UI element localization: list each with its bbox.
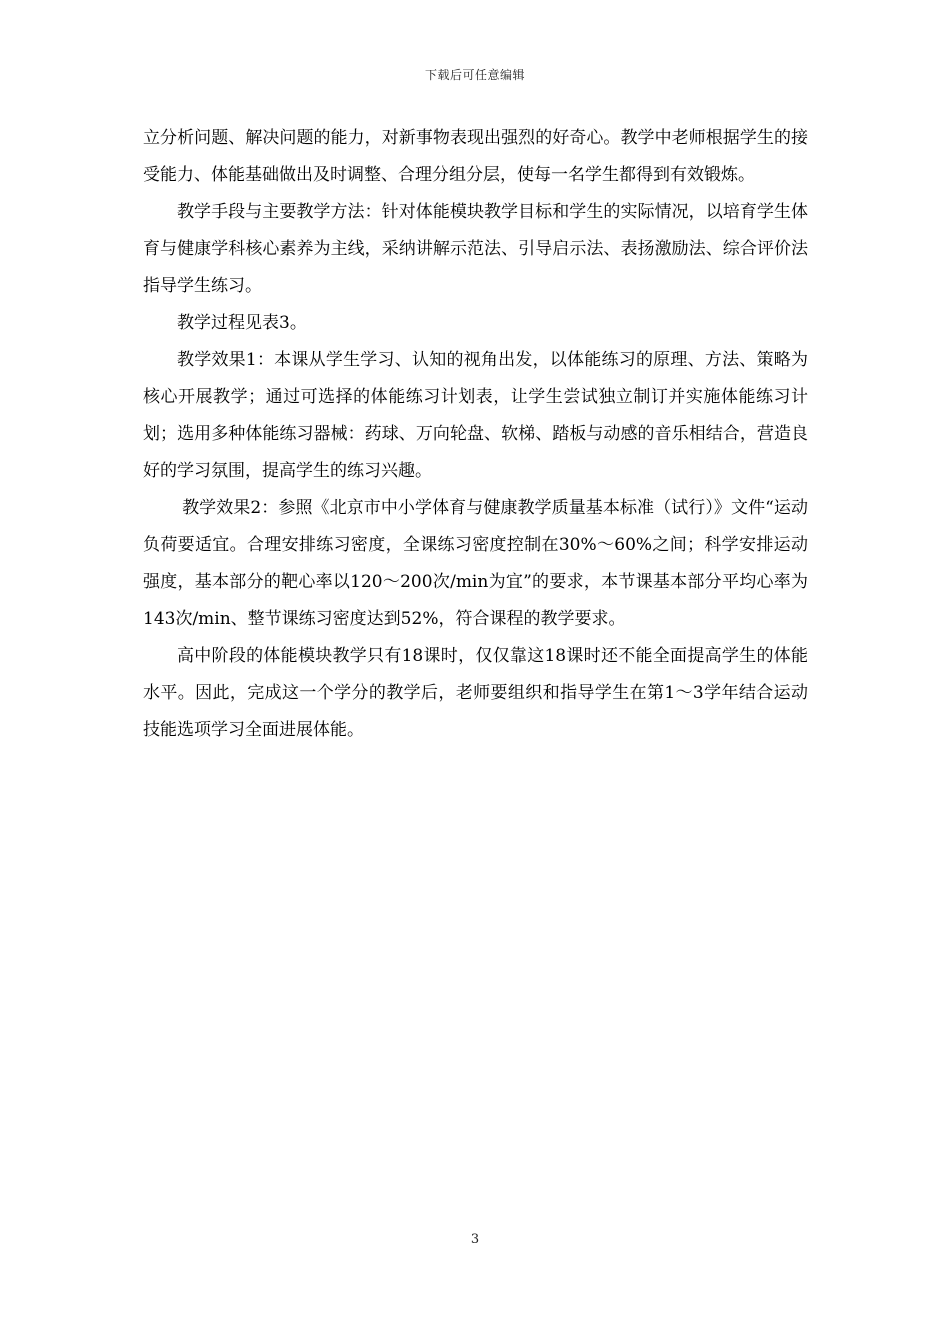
paragraph-teaching-effect-2: 教学效果2：参照《北京市中小学体育与健康教学质量基本标准（试行）》文件“运动负荷要适宜。合理安排练习密度，全课练习密度控制在30%～60%之间；科学安排运动强度，基本部分的靶心率以120～200次/min为宜”的要求，本节课基本部分平均心率为143次/min、整节课练习密度达到52%，符合课程的教学要求。 (143, 498, 808, 629)
paragraph-continuation: 立分析问题、解决问题的能力，对新事物表现出强烈的好奇心。教学中老师根据学生的接受能力、体能基础做出及时调整、合理分组分层，使每一名学生都得到有效锻炼。 (143, 128, 808, 185)
paragraph-teaching-effect-1: 教学效果1：本课从学生学习、认知的视角出发，以体能练习的原理、方法、策略为核心开展教学；通过可选择的体能练习计划表，让学生尝试独立制订并实施体能练习计划；选用多种体能练习器械：药球、万向轮盘、软梯、踏板与动感的音乐相结合，营造良好的学习氛围，提高学生的练习兴趣。 (143, 350, 808, 481)
paragraph-conclusion: 高中阶段的体能模块教学只有18课时，仅仅靠这18课时还不能全面提高学生的体能水平。因此，完成这一个学分的教学后，老师要组织和指导学生在第1～3学年结合运动技能选项学习全面进展体能。 (143, 646, 808, 740)
paragraph-teaching-methods: 教学手段与主要教学方法：针对体能模块教学目标和学生的实际情况，以培育学生体育与健康学科核心素养为主线，采纳讲解示范法、引导启示法、表扬激励法、综合评价法指导学生练习。 (143, 202, 808, 296)
paragraph-teaching-process: 教学过程见表3。 (177, 313, 307, 333)
page-number: 3 (470, 1232, 480, 1247)
page-header: 下载后可任意编辑 (424, 68, 525, 82)
document-body (143, 120, 808, 749)
